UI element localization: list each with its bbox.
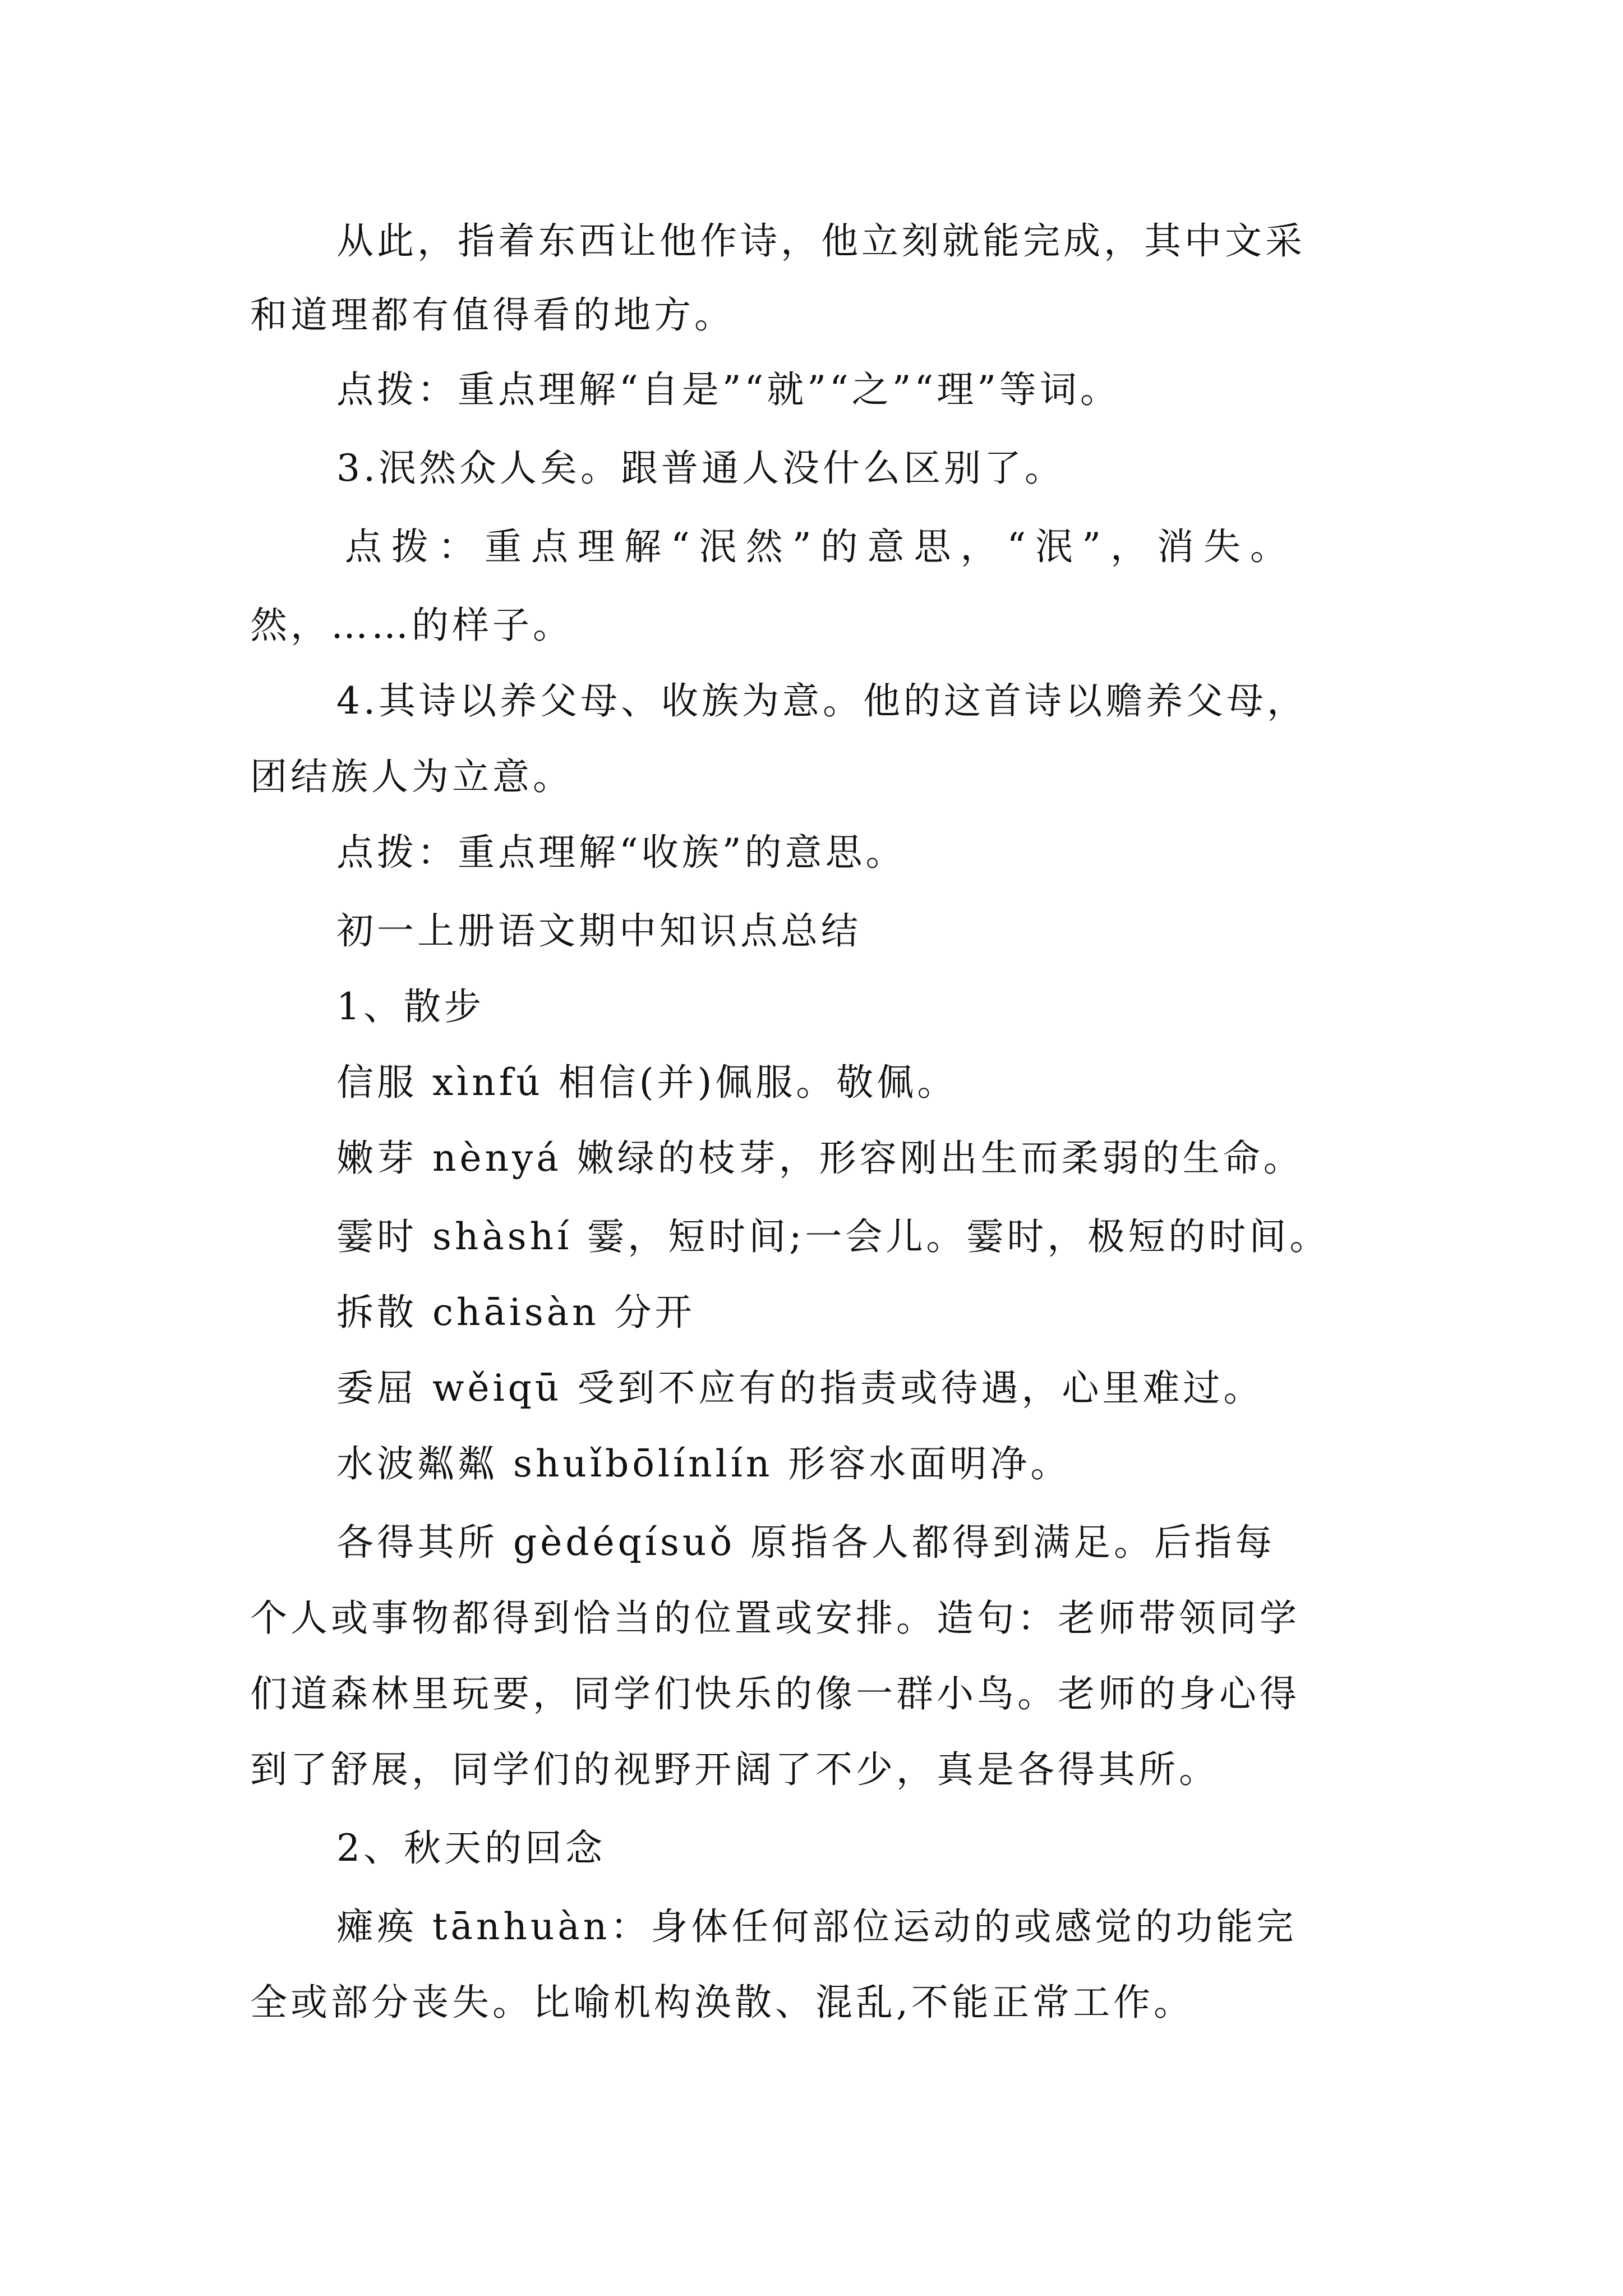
section-heading: 初一上册语文期中知识点总结 <box>336 909 861 953</box>
paragraph-line: 全或部分丧失。比喻机构涣散、混乱,不能正常工作。 <box>250 1981 1194 2024</box>
paragraph-line: 个人或事物都得到恰当的位置或安排。造句：老师带领同学 <box>250 1596 1300 1640</box>
vocab-entry: 拆散 chāisàn 分开 <box>336 1291 695 1334</box>
vocab-entry: 嫩芽 nènyá 嫩绿的枝芽，形容刚出生而柔弱的生命。 <box>336 1137 1304 1180</box>
paragraph-line: 点拨：重点理解“收族”的意思。 <box>336 831 906 874</box>
paragraph-line: 从此，指着东西让他作诗，他立刻就能完成，其中文采 <box>336 219 1306 263</box>
paragraph-line: 4.其诗以养父母、收族为意。他的这首诗以赡养父母， <box>336 679 1307 723</box>
vocab-entry: 委屈 wěiqū 受到不应有的指责或待遇，心里难过。 <box>336 1366 1264 1410</box>
vocab-entry: 各得其所 gèdéqísuǒ 原指各人都得到满足。后指每 <box>336 1521 1276 1564</box>
paragraph-line: 点拨：重点理解“自是”“就”“之”“理”等词。 <box>336 368 1121 411</box>
paragraph-line: 点拨：重点理解“泯然”的意思，“泯”，消失。 <box>345 525 1297 568</box>
lesson-heading: 2、秋天的回念 <box>336 1826 606 1870</box>
paragraph-line: 团结族人为立意。 <box>250 755 573 798</box>
paragraph-line: 们道森林里玩要，同学们快乐的像一群小鸟。老师的身心得 <box>250 1672 1300 1715</box>
paragraph-line: 到了舒展，同学们的视野开阔了不少，真是各得其所。 <box>250 1748 1219 1791</box>
vocab-entry: 水波粼粼 shuǐbōlínlín 形容水面明净。 <box>336 1442 1071 1485</box>
lesson-heading: 1、散步 <box>336 985 485 1028</box>
paragraph-line: 3.泯然众人矣。跟普通人没什么区别了。 <box>336 447 1065 490</box>
vocab-entry: 瘫痪 tānhuàn：身体任何部位运动的或感觉的功能完 <box>336 1905 1297 1948</box>
paragraph-line: 然，……的样子。 <box>250 604 573 647</box>
vocab-entry: 霎时 shàshí 霎，短时间;一会儿。霎时，极短的时间。 <box>336 1215 1330 1258</box>
vocab-entry: 信服 xìnfú 相信(并)佩服。敬佩。 <box>336 1061 958 1104</box>
paragraph-line: 和道理都有值得看的地方。 <box>250 293 735 337</box>
